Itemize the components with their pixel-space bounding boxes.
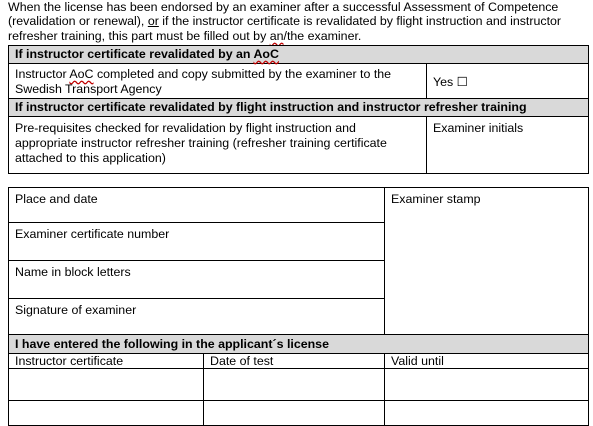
place-date-field[interactable]: Place and date <box>9 188 385 223</box>
name-block-letters-field[interactable]: Name in block letters <box>9 261 385 299</box>
flight-section-header: If instructor certificate revalidated by flight instruction and instructor refresher training <box>9 99 589 117</box>
instructor-certificate-input[interactable] <box>9 369 204 401</box>
yes-checkbox-label[interactable]: Yes ☐ <box>433 75 468 89</box>
aoc-row-text-b: completed and copy submitted by the examiner to the Swedish Transport Agency <box>15 67 392 96</box>
aoc-header-aoc: AoC <box>253 47 279 61</box>
date-of-test-input-2[interactable] <box>204 401 385 426</box>
examiner-initials-cell[interactable]: Examiner initials <box>427 117 589 174</box>
prerequisites-cell: Pre-requisites checked for revalidation by flight instruction and appropriate instructor refresher training (refresher training certificate attached to this application) <box>9 117 427 174</box>
intro-line-2b: if the instructor certificate is revalidated by flight instruction and instructor <box>158 14 562 29</box>
intro-paragraph <box>8 0 588 43</box>
intro-line-2a: (revalidation or renewal), <box>8 14 148 29</box>
aoc-row-aoc: AoC <box>69 67 94 81</box>
aoc-header-text: If instructor certificate revalidated by an <box>15 47 254 61</box>
intro-line-3a: refresher training, this part must be filled out by <box>8 28 270 43</box>
aoc-statement-cell <box>9 64 427 99</box>
valid-until-input-2[interactable] <box>385 401 589 426</box>
revalidation-table <box>8 45 589 174</box>
instructor-certificate-input-2[interactable] <box>9 401 204 426</box>
valid-until-input[interactable] <box>385 369 589 401</box>
column-instructor-certificate: Instructor certificate <box>9 354 204 369</box>
license-entry-header: I have entered the following in the applicant´s license <box>9 335 589 354</box>
examiner-table <box>8 187 589 426</box>
examiner-cert-number-field[interactable]: Examiner certificate number <box>9 223 385 261</box>
intro-or-underlined: or <box>147 14 159 29</box>
examiner-stamp-field[interactable]: Examiner stamp <box>385 188 589 335</box>
column-date-of-test: Date of test <box>204 354 385 369</box>
aoc-section-header <box>9 46 589 64</box>
signature-field[interactable]: Signature of examiner <box>9 299 385 335</box>
date-of-test-input[interactable] <box>204 369 385 401</box>
column-valid-until: Valid until <box>385 354 589 369</box>
intro-line-3b: /the examiner. <box>283 28 362 43</box>
aoc-row-text-a: Instructor <box>15 67 70 81</box>
yes-checkbox-cell[interactable] <box>427 64 589 99</box>
intro-line-1: When the license has been endorsed by an examiner after a successful Assessment of Competence <box>8 0 559 14</box>
intro-an-spellcheck: an <box>269 28 284 43</box>
